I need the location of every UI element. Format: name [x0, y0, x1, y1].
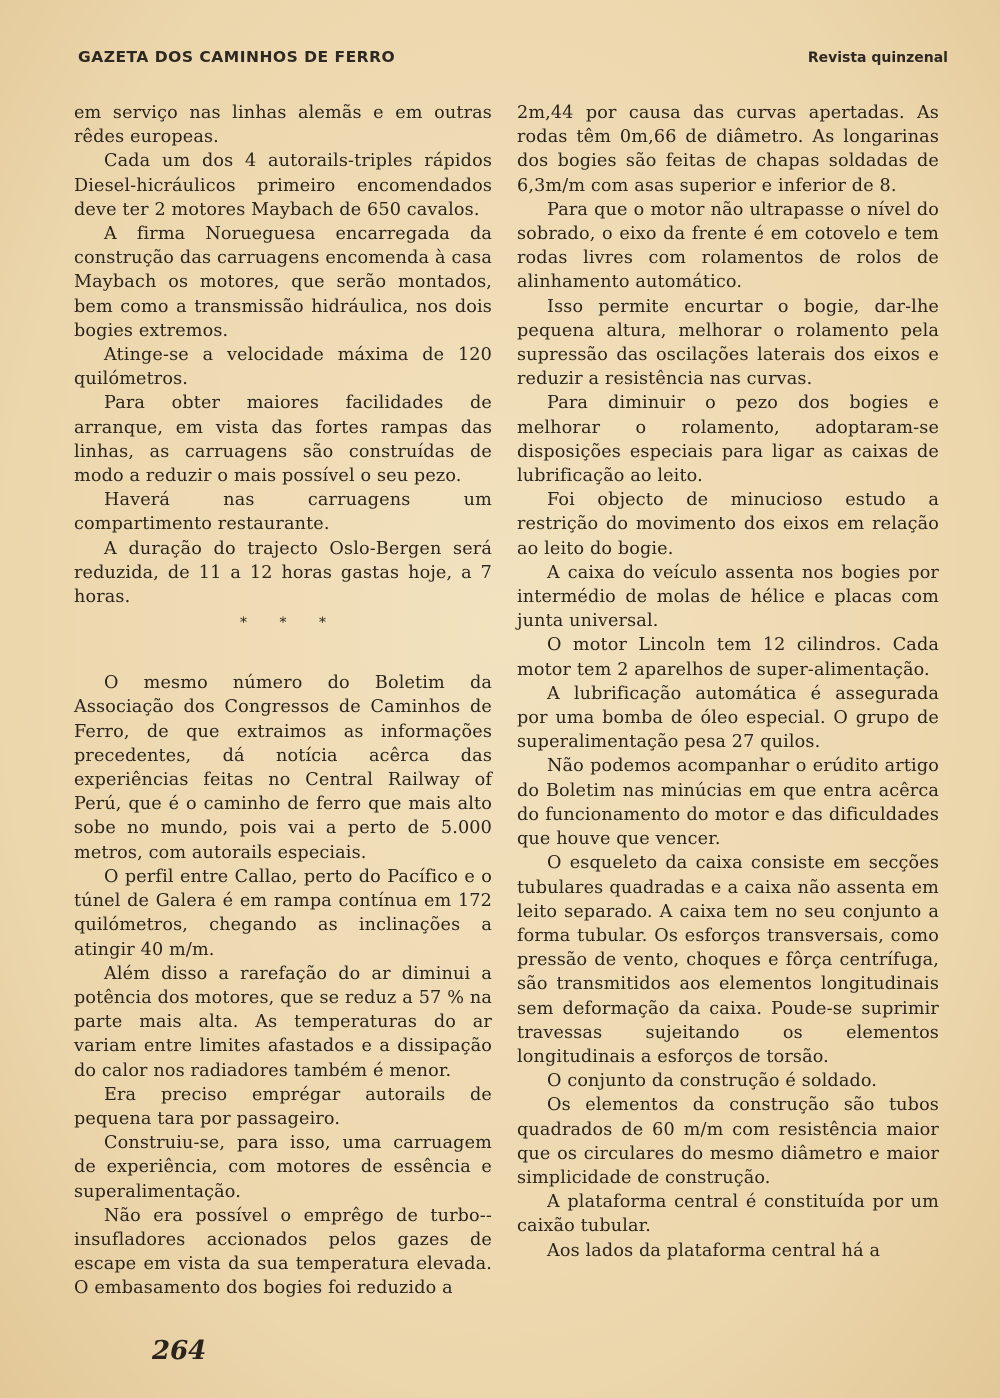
paragraph: Além disso a rarefação do ar diminui a potência dos motores, que se reduz a 57 % na parte mais alta. As temperaturas do ar variam entre limites afastados e a dissipação do calor nos radiadores também é menor.: [74, 963, 492, 1081]
paragraph: Foi objecto de minucioso estudo a restrição do movimento dos eixos em relação ao leito do bogie.: [517, 490, 939, 559]
right-column: [517, 101, 939, 1263]
paragraph: Construiu-se, para isso, uma carruagem de experiência, com motores de essência e superalimentação.: [74, 1133, 492, 1202]
paragraph: Para diminuir o pezo dos bogies e melhorar o rolamento, adoptaram-se disposições especiais para ligar as caixas de lubrificação ao leito.: [517, 393, 939, 487]
paragraph: Atinge-se a velocidade máxima de 120 quilómetros.: [74, 345, 492, 390]
running-header: [78, 40, 948, 66]
section-separator: * * *: [240, 615, 340, 632]
journal-title: GAZETA DOS CAMINHOS DE FERRO: [78, 48, 396, 66]
left-column: [74, 101, 492, 1301]
paragraph: Haverá nas carruagens um compartimento restaurante.: [74, 490, 492, 535]
paragraph: Não era possível o emprêgo de turbo--insufladores accionados pelos gazes de escape em vista da sua temperatura elevada. O embasamento dos bogies foi reduzido a: [74, 1205, 492, 1299]
paragraph: A caixa do veículo assenta nos bogies por intermédio de molas de hélice e placas com junta universal.: [517, 562, 939, 632]
paragraph: A lubrificação automática é assegurada por uma bomba de óleo especial. O grupo de superalimentação pesa 27 quilos.: [517, 683, 939, 753]
paragraph: A firma Norueguesa encarregada da construção das carruagens encomenda à casa Maybach os motores, que serão montados, bem como a transmissão hidráulica, nos dois bogies extremos.: [74, 224, 492, 341]
paragraph: A duração do trajecto Oslo-Bergen será reduzida, de 11 a 12 horas gastas hoje, a 7 horas.: [74, 538, 492, 608]
page-number: 264: [152, 1336, 207, 1366]
paragraph: Cada um dos 4 autorails-triples rápidos Diesel-hicráulicos primeiro encomendados deve ter 2 motores Maybach de 650 cavalos.: [74, 151, 492, 220]
paragraph: O conjunto da construção é soldado.: [547, 1071, 878, 1092]
paragraph: A plataforma central é constituída por um caixão tubular.: [517, 1192, 939, 1237]
paragraph: O motor Lincoln tem 12 cilindros. Cada motor tem 2 aparelhos de super-alimentação.: [517, 635, 939, 680]
paragraph: O esqueleto da caixa consiste em secções tubulares quadradas e a caixa não assenta em leito separado. A caixa tem no seu conjunto a forma tubular. Os esforços transversais, como pressão de vento, choques e fôrça centrífuga, são transmitidos aos elementos longitudinais sem deformação da caixa. Poude-se suprimir travessas sujeitando os elementos longitudinais a esforços de torsão.: [517, 853, 939, 1067]
paragraph: O perfil entre Callao, perto do Pacífico e o túnel de Galera é em rampa contínua em 172 quilómetros, chegando as inclinações a atingir 40 m/m.: [74, 866, 492, 960]
paragraph: Era preciso emprégar autorails de pequena tara por passageiro.: [74, 1084, 492, 1129]
paragraph: Para obter maiores facilidades de arranque, em vista das fortes rampas das linhas, as carruagens são construídas de modo a reduzir o mais possível o seu pezo.: [74, 393, 492, 487]
journal-subtitle: Revista quinzenal: [807, 50, 948, 66]
paragraph: Não podemos acompanhar o erúdito artigo do Boletim nas minúcias em que entra acêrca do funcionamento do motor e das dificuldades que houve que vencer.: [517, 756, 939, 850]
paragraph: Os elementos da construção são tubos quadrados de 60 m/m com resistência maior que os circulares do mesmo diâmetro e maior simplicidade de construção.: [517, 1095, 939, 1188]
paragraph: Isso permite encurtar o bogie, dar-lhe pequena altura, melhorar o rolamento pela supressão das oscilações laterais dos eixos e reduzir a resistência nas curvas.: [517, 296, 939, 390]
paragraph: Para que o motor não ultrapasse o nível do sobrado, o eixo da frente é em cotovelo e tem rodas livres com rolamentos de rolos de alinhamento automático.: [517, 199, 939, 293]
paragraph: em serviço nas linhas alemãs e em outras rêdes europeas.: [74, 103, 492, 148]
paragraph: O mesmo número do Boletim da Associação dos Congressos de Caminhos de Ferro, de que extraimos as informações precedentes, dá notícia acêrca das experiências feitas no Central Railway of Perú, que é o caminho de ferro que mais alto sobe no mundo, pois vai a perto de 5.000 metros, com autorails especiais.: [74, 673, 492, 863]
paragraph: 2m,44 por causa das curvas apertadas. As rodas têm 0m,66 de diâmetro. As longarinas dos bogies são feitas de chapas soldadas de 6,3m/m com asas superior e inferior de 8.: [517, 103, 939, 196]
paragraph: Aos lados da plataforma central há a: [547, 1240, 881, 1261]
